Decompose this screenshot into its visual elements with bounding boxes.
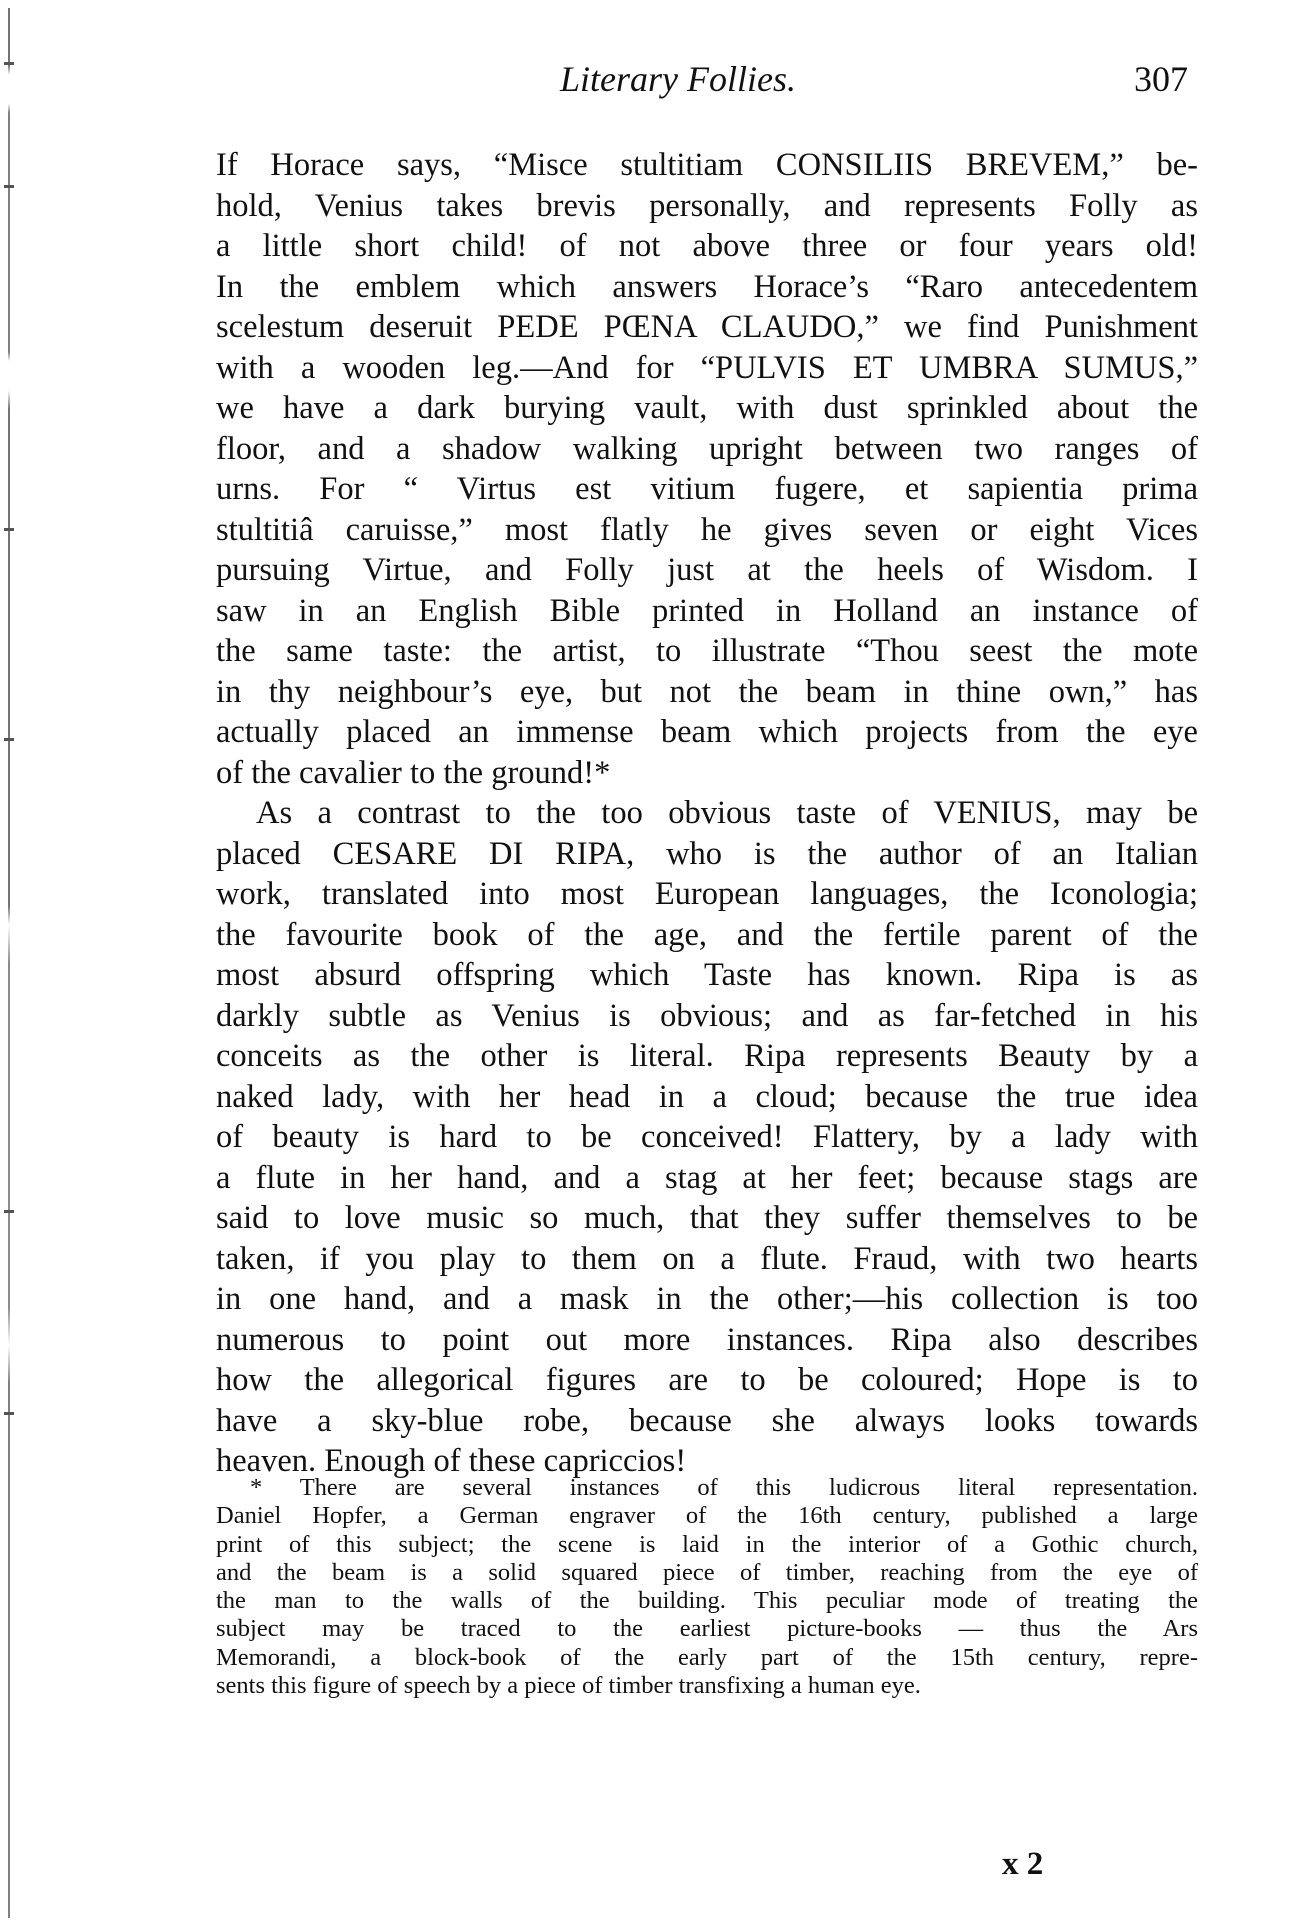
text-line: of the cavalier to the ground!* (216, 754, 611, 791)
text-line: said to love music so much, that they suffer themselves to be (216, 1200, 1198, 1236)
binding-tick-mark (4, 1210, 14, 1213)
binding-edge-mark (8, 8, 10, 1918)
text-line: conceits as the other is literal. Ripa represents Beauty by a (216, 1038, 1198, 1074)
text-line: As a contrast to the too obvious taste of VENIUS, may be (256, 795, 1198, 831)
text-line: In the emblem which answers Horace’s “Raro antecedentem (216, 268, 1198, 305)
footnote-line: * There are several instances of this ludicrous literal representation. (250, 1474, 1198, 1501)
footnote-line: sents this figure of speech by a piece of timber transfixing a human eye. (216, 1672, 921, 1700)
binding-tick-mark (4, 528, 14, 531)
text-line: a flute in her hand, and a stag at her feet; because stags are (216, 1159, 1198, 1196)
text-line: with a wooden leg.—And for “PULVIS ET UMBRA SUMUS,” (216, 349, 1198, 386)
text-line: of beauty is hard to be conceived! Flattery, by a lady with (216, 1119, 1198, 1155)
signature-mark: x 2 (1002, 1846, 1044, 1882)
text-line: darkly subtle as Venius is obvious; and as far-fetched in his (216, 997, 1198, 1034)
text-line: taken, if you play to them on a flute. Fraud, with two hearts (216, 1240, 1198, 1277)
footnote-line: subject may be traced to the earliest picture-books — thus the Ars (216, 1615, 1198, 1643)
running-title: Literary Follies. (560, 59, 796, 99)
text-line: heaven. Enough of these capriccios! (216, 1443, 687, 1479)
text-line: in one hand, and a mask in the other;—his collection is too (216, 1281, 1198, 1317)
text-line: pursuing Virtue, and Folly just at the heels of Wisdom. I (216, 552, 1198, 588)
footnote-line: Memorandi, a block-book of the early part of the 15th century, repre- (216, 1643, 1198, 1671)
text-line: work, translated into most European languages, the Iconologia; (216, 876, 1198, 912)
text-line: urns. For “ Virtus est vitium fugere, et sapientia prima (216, 471, 1198, 507)
text-line: numerous to point out more instances. Ripa also describes (216, 1321, 1198, 1358)
text-line: placed CESARE DI RIPA, who is the author of an Italian (216, 835, 1198, 872)
footnote-line: and the beam is a solid squared piece of timber, reaching from the eye of (216, 1558, 1198, 1586)
text-line: stultitiâ caruisse,” most flatly he gives seven or eight Vices (216, 511, 1198, 548)
text-line: we have a dark burying vault, with dust sprinkled about the (216, 390, 1198, 426)
text-line: hold, Venius takes brevis personally, and represents Folly as (216, 187, 1198, 224)
text-line: most absurd offspring which Taste has known. Ripa is as (216, 957, 1198, 993)
text-line: actually placed an immense beam which projects from the eye (216, 714, 1198, 750)
text-line: floor, and a shadow walking upright between two ranges of (216, 430, 1198, 467)
binding-tick-mark (4, 62, 14, 65)
text-line: naked lady, with her head in a cloud; because the true idea (216, 1078, 1198, 1115)
text-line: a little short child! of not above three or four years old! (216, 228, 1198, 264)
text-line: in thy neighbour’s eye, but not the beam in thine own,” has (216, 673, 1198, 710)
footnote (216, 1474, 1198, 1700)
binding-tick-mark (4, 1412, 14, 1415)
text-line: the favourite book of the age, and the fertile parent of the (216, 916, 1198, 953)
binding-tick-mark (4, 738, 14, 741)
text-line: how the allegorical figures are to be coloured; Hope is to (216, 1362, 1198, 1398)
text-line: have a sky-blue robe, because she always looks towards (216, 1402, 1198, 1439)
main-text (216, 145, 1198, 1482)
footnote-line: Daniel Hopfer, a German engraver of the 16th century, published a large (216, 1502, 1198, 1530)
text-line: If Horace says, “Misce stultitiam CONSILIIS BREVEM,” be- (216, 147, 1198, 183)
text-line: scelestum deseruit PEDE PŒNA CLAUDO,” we find Punishment (216, 309, 1198, 345)
text-line: saw in an English Bible printed in Holland an instance of (216, 592, 1198, 629)
binding-tick-mark (4, 185, 14, 188)
text-line: the same taste: the artist, to illustrate “Thou seest the mote (216, 633, 1198, 669)
footnote-line: print of this subject; the scene is laid in the interior of a Gothic church, (216, 1530, 1198, 1558)
page-number: 307 (1134, 59, 1188, 99)
footnote-line: the man to the walls of the building. This peculiar mode of treating the (216, 1587, 1198, 1615)
